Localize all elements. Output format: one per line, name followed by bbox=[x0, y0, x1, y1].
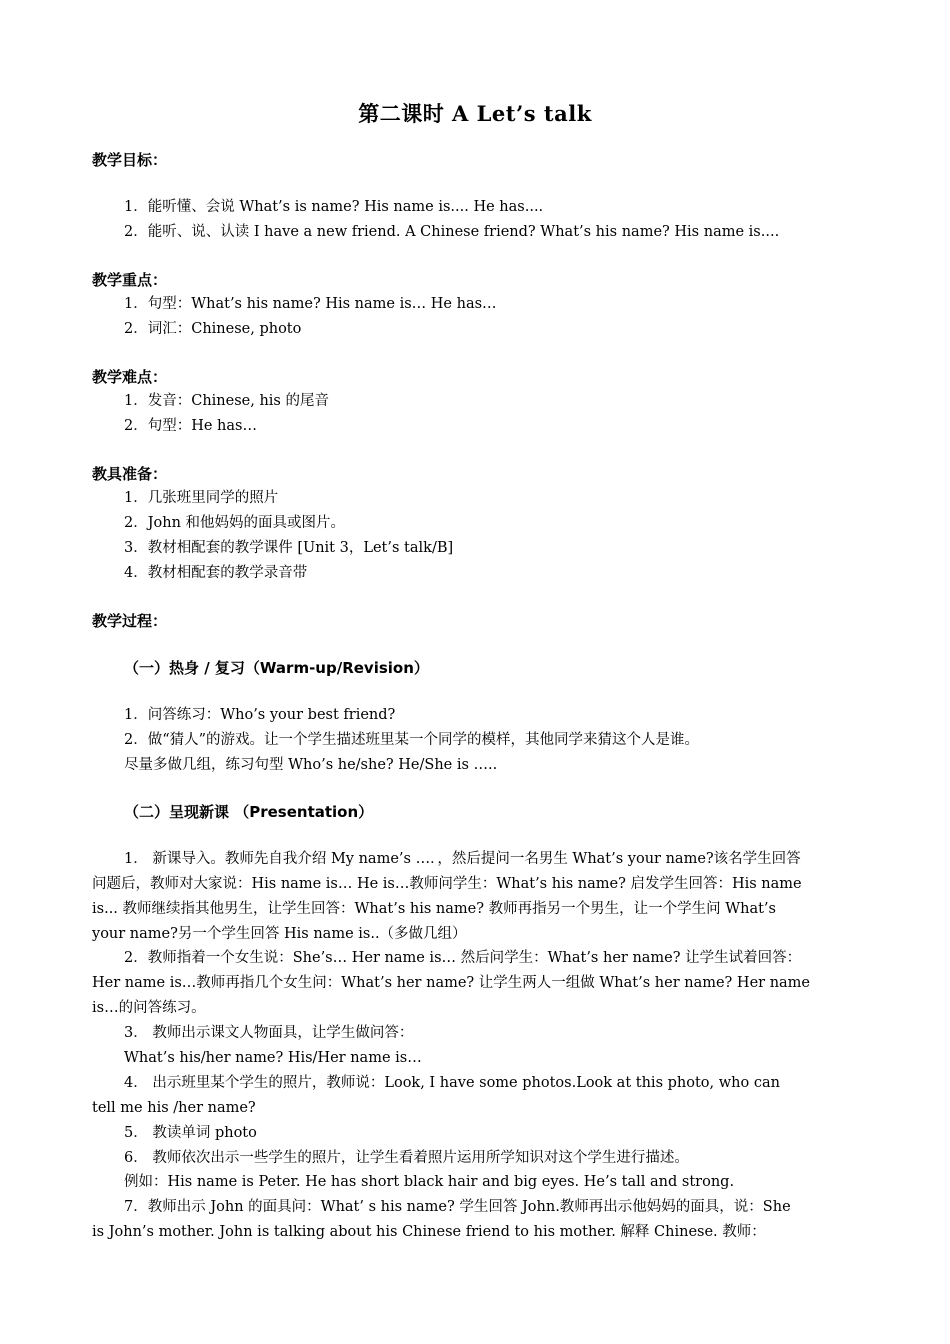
presentation-line: 7．教师出示 John 的面具问：What’ s his name? 学生回答 John.教师再出示他妈妈的面具，说：She bbox=[124, 1199, 791, 1215]
key-point-item-1: 1．句型：What’s his name? His name is… He has… bbox=[124, 296, 497, 312]
presentation-line: 问题后，教师对大家说：His name is… He is…教师问学生：What’s his name? 启发学生回答：His name bbox=[92, 876, 802, 892]
warmup-item-1: 1．问答练习：Who’s your best friend? bbox=[124, 707, 396, 723]
material-item-3: 3．教材相配套的教学课件 [Unit 3，Let’s talk/B] bbox=[124, 540, 454, 556]
presentation-line: What’s his/her name? His/Her name is… bbox=[124, 1050, 422, 1066]
process-heading: 教学过程： bbox=[92, 612, 168, 630]
difficulty-item-2: 2．句型：He has… bbox=[124, 418, 257, 434]
presentation-line: is John’s mother. John is talking about his Chinese friend to his mother. 解释 Chinese. 教师： bbox=[92, 1224, 766, 1240]
presentation-line: 3． 教师出示课文人物面具，让学生做问答： bbox=[124, 1025, 414, 1041]
material-item-4: 4．教材相配套的教学录音带 bbox=[124, 565, 308, 581]
presentation-line: is…的问答练习。 bbox=[92, 1000, 206, 1016]
presentation-line: 4． 出示班里某个学生的照片，教师说：Look, I have some photos.Look at this photo, who can bbox=[124, 1075, 780, 1091]
difficulty-item-1: 1．发音：Chinese, his 的尾音 bbox=[124, 393, 329, 409]
objectives-heading: 教学目标： bbox=[92, 151, 168, 169]
presentation-line: 2．教师指着一个女生说：She’s… Her name is… 然后问学生：What’s her name? 让学生试着回答： bbox=[124, 950, 802, 966]
material-item-2: 2．John 和他妈妈的面具或图片。 bbox=[124, 515, 346, 531]
warmup-item-3: 尽量多做几组，练习句型 Who’s he/she? He/She is ….. bbox=[124, 757, 498, 773]
page-title: 第二课时 A Let’s talk bbox=[358, 101, 592, 126]
objective-item-2: 2．能听、说、认读 I have a new friend. A Chinese friend? What’s his name? His name is.... bbox=[124, 224, 780, 240]
objective-item-1: 1．能听懂、会说 What’s is name? His name is.... He has.... bbox=[124, 199, 544, 215]
warmup-item-2: 2．做“猜人”的游戏。让一个学生描述班里某一个同学的模样，其他同学来猜这个人是谁。 bbox=[124, 732, 700, 748]
material-item-1: 1．几张班里同学的照片 bbox=[124, 490, 279, 506]
key-points-heading: 教学重点： bbox=[92, 271, 168, 289]
presentation-line: Her name is…教师再指几个女生问：What’s her name? 让学生两人一组做 What’s her name? Her name bbox=[92, 975, 811, 991]
presentation-heading: （二）呈现新课 （Presentation） bbox=[124, 803, 374, 821]
presentation-line: tell me his /her name? bbox=[92, 1100, 256, 1116]
materials-heading: 教具准备： bbox=[92, 465, 168, 483]
presentation-line: is... 教师继续指其他男生，让学生回答：What’s his name? 教师再指另一个男生，让一个学生问 What’s bbox=[92, 901, 776, 917]
presentation-line: 5． 教读单词 photo bbox=[124, 1125, 257, 1141]
warmup-heading: （一）热身 / 复习（Warm-up/Revision） bbox=[124, 659, 429, 677]
presentation-line: 例如：His name is Peter. He has short black hair and big eyes. He’s tall and strong. bbox=[124, 1174, 735, 1190]
presentation-line: 6． 教师依次出示一些学生的照片，让学生看着照片运用所学知识对这个学生进行描述。 bbox=[124, 1150, 689, 1166]
presentation-line: 1． 新课导入。教师先自我介绍 My name’s …．，然后提问一名男生 What’s your name?该名学生回答 bbox=[124, 851, 801, 867]
key-point-item-2: 2．词汇：Chinese, photo bbox=[124, 321, 302, 337]
presentation-line: your name?另一个学生回答 His name is..（多做几组） bbox=[92, 926, 467, 942]
difficulties-heading: 教学难点： bbox=[92, 368, 168, 386]
